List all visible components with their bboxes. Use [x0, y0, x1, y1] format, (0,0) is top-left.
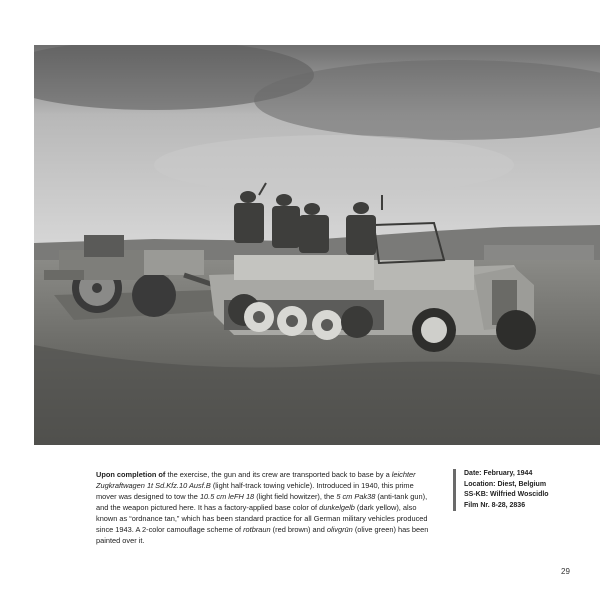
caption-text: (anti-tank gun), and the weapon pictured here. It has a factory-applied base color of	[96, 492, 428, 512]
caption-text: (light half-track towing vehicle). Introduced in 1940, this prime mover was designed to tow the	[96, 481, 414, 501]
caption-term: leichter Zugkraftwagen 1t Sd.Kfz.10 Ausf.B	[96, 470, 416, 490]
caption-text: the exercise, the gun and its crew are transported back to base by a	[165, 470, 392, 479]
meta-location: Location: Diest, Belgium	[464, 480, 547, 488]
meta-film: Film Nr. 8-28, 2836	[464, 501, 526, 509]
caption-term: 5 cm Pak38	[336, 492, 376, 501]
main-photograph	[34, 45, 600, 445]
caption-text: (olive green) has been painted over it.	[96, 525, 429, 545]
meta-date: Date: February, 1944	[464, 470, 533, 477]
page-number: 29	[561, 567, 570, 576]
photo-caption	[96, 469, 432, 546]
caption-text: (red brown) and	[270, 525, 327, 534]
caption-term: dunkelgelb	[319, 503, 355, 512]
caption-term: olivgrün	[326, 525, 353, 534]
caption-term: 10.5 cm leFH 18	[199, 492, 255, 501]
caption-lead: Upon completion of	[96, 470, 166, 479]
caption-term: rotbraun	[243, 525, 271, 534]
caption-text: (dark yellow), also known as “ordnance tan,” which has been standard practice for all German military vehicles produced since 1943. A 2-color camouflage scheme of	[96, 503, 428, 534]
meta-photographer: SS-KB: Wilfried Woscidlo	[464, 491, 549, 498]
photo-metadata	[453, 469, 549, 511]
caption-text: (light field howitzer), the	[254, 492, 337, 501]
